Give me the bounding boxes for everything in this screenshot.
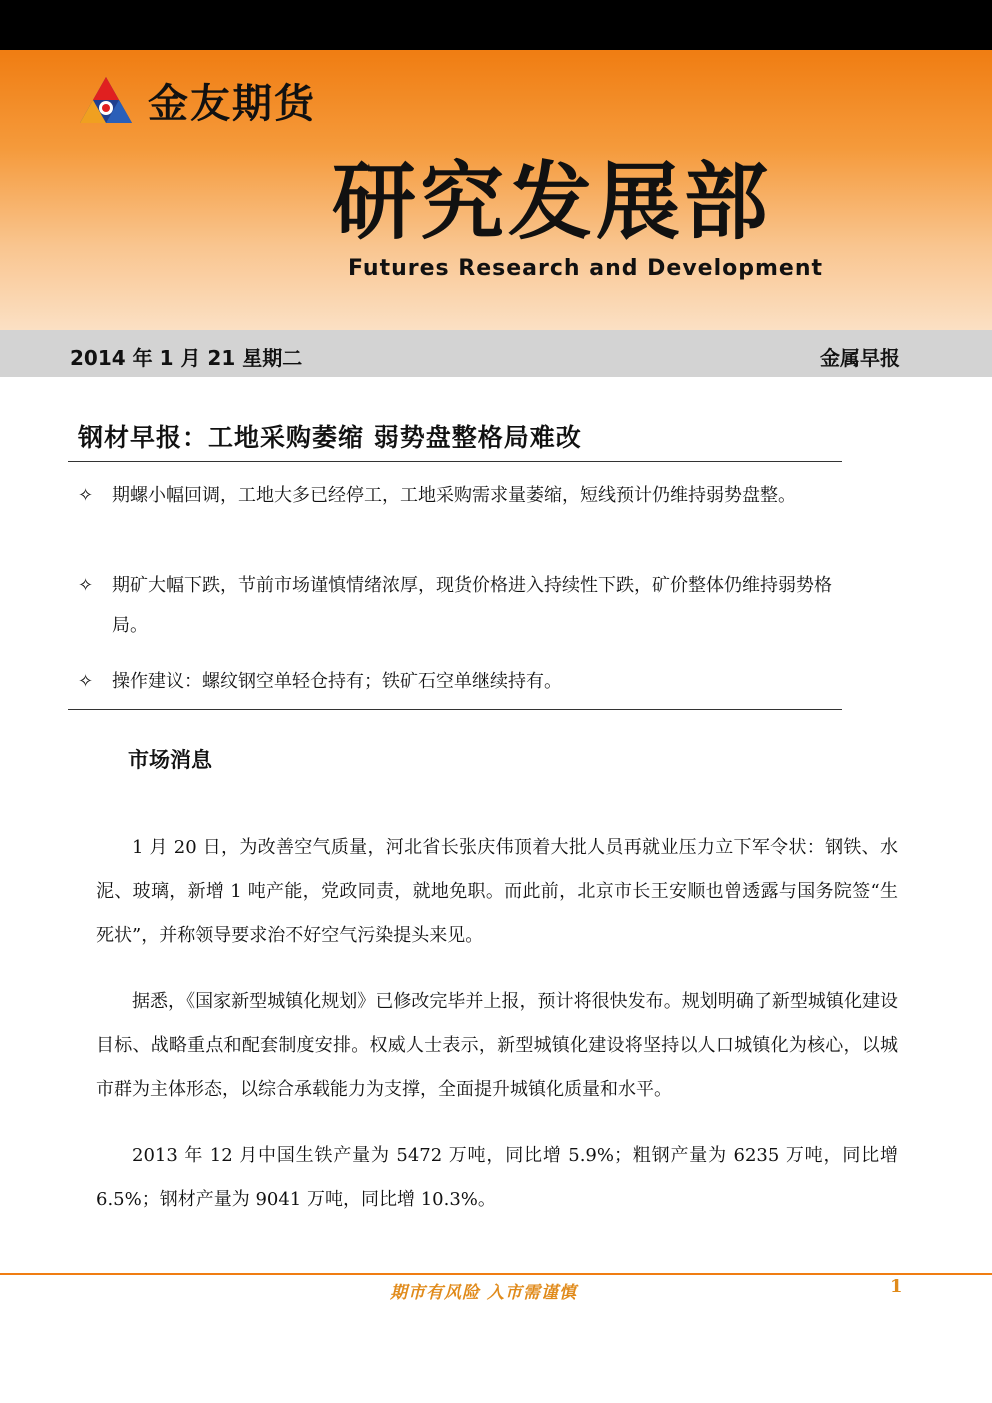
- news-paragraph: 2013 年 12 月中国生铁产量为 5472 万吨，同比增 5.9%；粗钢产量为 6235 万吨，同比增 6.5%；钢材产量为 9041 万吨，同比增 10.3%。: [96, 1145, 898, 1210]
- news-paragraph: 1 月 20 日，为改善空气质量，河北省长张庆伟顶着大批人员再就业压力立下军令状：钢铁、水泥、玻璃，新增 1 吨产能，党政同责，就地免职。而此前，北京市长王安顺也曾透露与国务院签“生死状”，并称领导要求治不好空气污染提头来见。: [96, 837, 898, 946]
- footer-slogan: 期市有风险 入市需谨慎: [390, 1283, 577, 1303]
- company-name: 金友期货: [148, 80, 316, 127]
- department-title: 研究发展部: [332, 152, 773, 251]
- diamond-bullet-icon: ✧: [78, 575, 94, 596]
- report-date: 2014 年 1 月 21 星期二: [70, 346, 303, 370]
- report-type: 金属早报: [820, 346, 900, 370]
- date-bar: [0, 330, 992, 377]
- jinyou-logo-icon: [78, 75, 134, 125]
- summary-bullet: [78, 476, 838, 516]
- bullet-text: 期螺小幅回调，工地大多已经停工，工地采购需求量萎缩，短线预计仍维持弱势盘整。: [112, 485, 796, 506]
- section-title-market-news: 市场消息: [128, 747, 212, 772]
- department-subtitle: Futures Research and Development: [348, 256, 824, 281]
- summary-bullet: [78, 566, 838, 646]
- page-number: 1: [890, 1276, 903, 1297]
- diamond-bullet-icon: ✧: [78, 671, 94, 692]
- news-paragraph: 据悉，《国家新型城镇化规划》已修改完毕并上报，预计将很快发布。规划明确了新型城镇化建设目标、战略重点和配套制度安排。权威人士表示，新型城镇化建设将坚持以人口城镇化为核心，以城市群为主体形态，以综合承载能力为支撑，全面提升城镇化质量和水平。: [96, 991, 898, 1100]
- bullet-text: 操作建议：螺纹钢空单轻仓持有；铁矿石空单继续持有。: [112, 671, 562, 692]
- footer-divider: [0, 1273, 992, 1275]
- diamond-bullet-icon: ✧: [78, 485, 94, 506]
- company-logo: [78, 72, 316, 128]
- bullet-text: 期矿大幅下跌，节前市场谨慎情绪浓厚，现货价格进入持续性下跌，矿价整体仍维持弱势格局。: [112, 575, 832, 636]
- header-banner: [0, 50, 992, 330]
- summary-divider: [68, 709, 842, 710]
- summary-bullet: [78, 662, 838, 702]
- report-headline: 钢材早报：工地采购萎缩 弱势盘整格局难改: [78, 423, 582, 452]
- top-black-bar: [0, 0, 992, 50]
- headline-divider: [68, 461, 842, 462]
